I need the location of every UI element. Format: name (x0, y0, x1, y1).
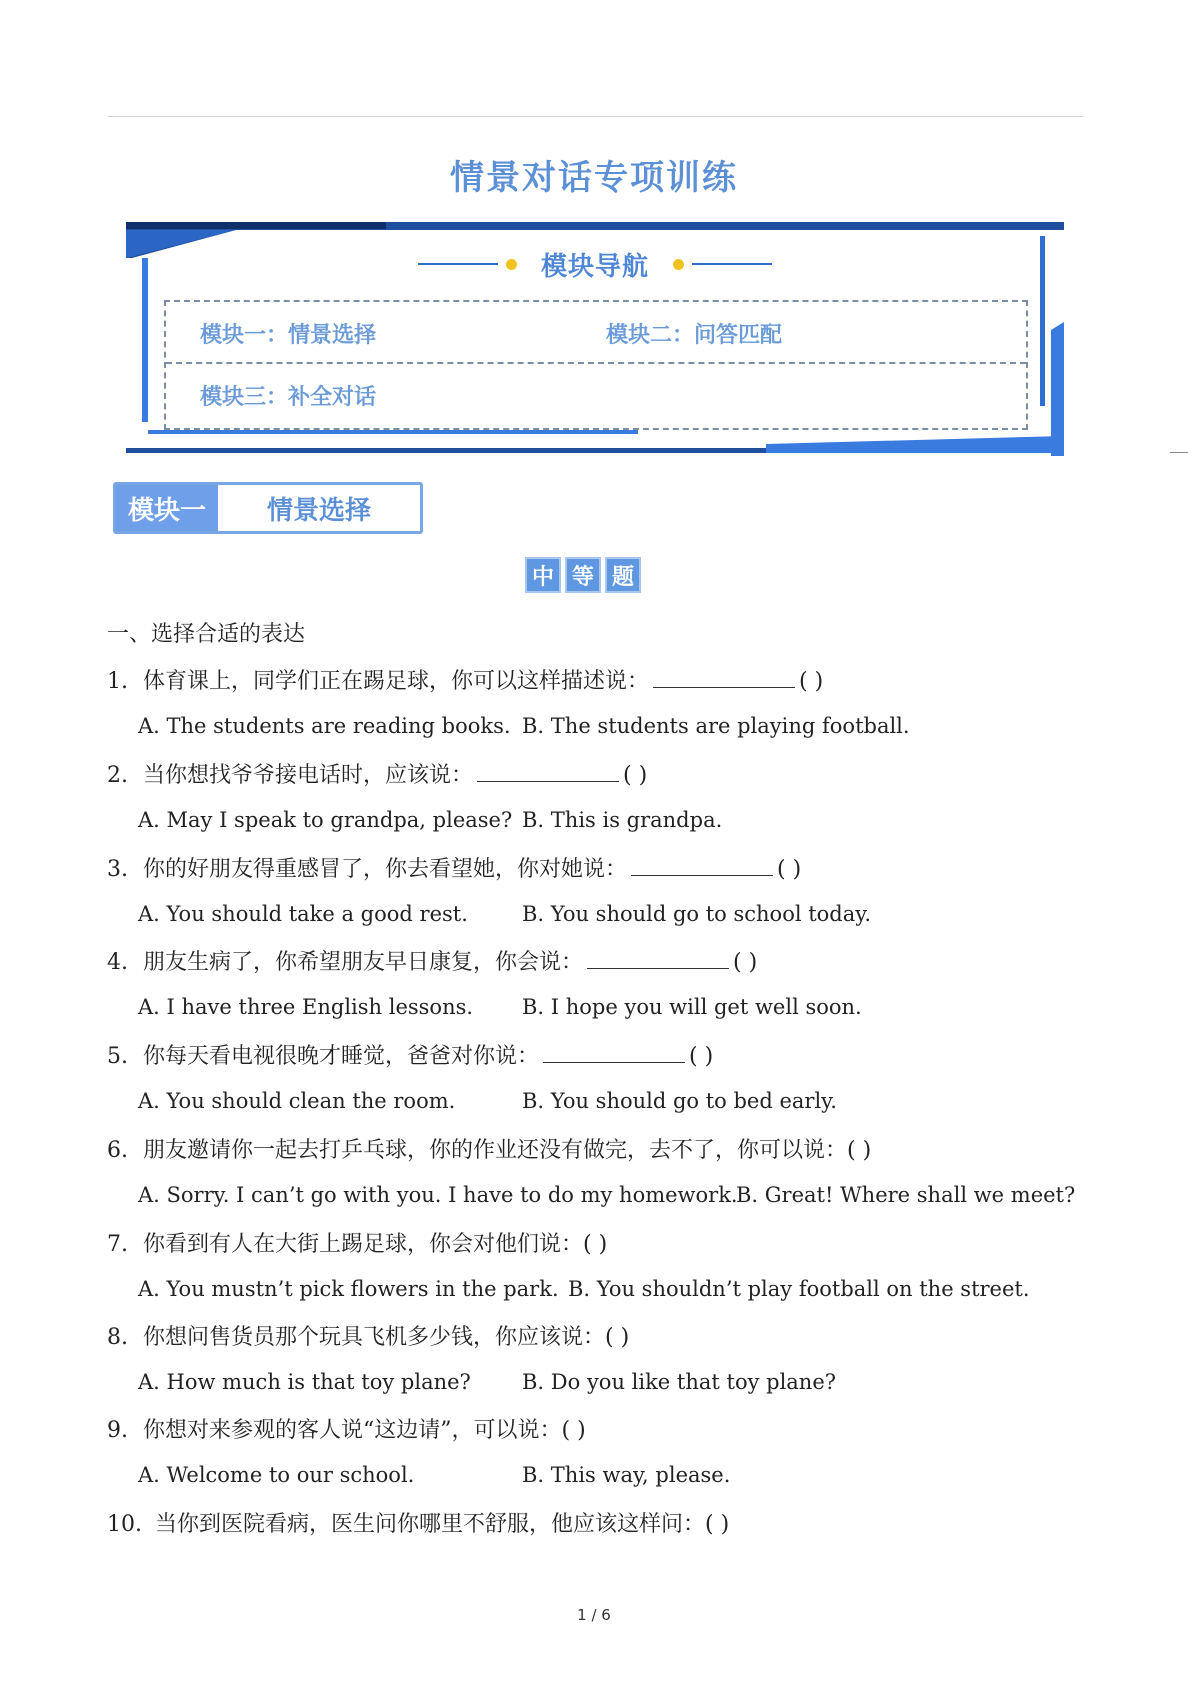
answer-paren[interactable]: ( ) (561, 1418, 586, 1443)
option-b[interactable]: B. You shouldn’t play football on the street. (568, 1277, 1030, 1301)
question-10 (107, 1507, 729, 1538)
answer-blank[interactable] (653, 665, 795, 688)
module-tag-number: 模块一 (116, 485, 218, 531)
option-b[interactable]: B. Great! Where shall we meet? (736, 1183, 1076, 1207)
question-number: 9. (107, 1418, 128, 1443)
answer-paren[interactable]: ( ) (705, 1512, 730, 1537)
question-text: 体育课上，同学们正在踢足球，你可以这样描述说： (143, 669, 650, 694)
option-a[interactable]: A. Sorry. I can’t go with you. I have to do my homework. (138, 1183, 738, 1207)
answer-blank[interactable] (587, 946, 729, 969)
answer-paren[interactable]: ( ) (623, 763, 648, 788)
question-7 (107, 1227, 607, 1258)
question-text: 朋友生病了，你希望朋友早日康复，你会说： (143, 950, 584, 975)
question-text: 你想对来参观的客人说“这边请”，可以说： (143, 1418, 562, 1443)
navigation-heading (126, 244, 1064, 284)
question-5 (107, 1039, 713, 1070)
question-3 (107, 852, 801, 883)
option-a[interactable]: A. The students are reading books. (138, 714, 511, 738)
navigation-box (164, 300, 1028, 430)
option-b[interactable]: B. This way, please. (522, 1463, 731, 1487)
nav-item-module-1[interactable]: 模块一：情景选择 (200, 322, 377, 348)
page-number: 1 / 6 (577, 1606, 611, 1624)
question-text: 朋友邀请你一起去打乒乓球，你的作业还没有做完，去不了，你可以说： (143, 1138, 848, 1163)
question-text: 你的好朋友得重感冒了，你去看望她，你对她说： (143, 857, 628, 882)
question-number: 5. (107, 1044, 128, 1069)
heading-line-right (692, 263, 772, 265)
option-a[interactable]: A. May I speak to grandpa, please? (138, 808, 513, 832)
option-b[interactable]: B. You should go to bed early. (522, 1089, 837, 1113)
nav-item-module-3[interactable]: 模块三：补全对话 (200, 384, 377, 410)
question-number: 3. (107, 857, 128, 882)
heading-line-left (418, 263, 498, 265)
option-b[interactable]: B. The students are playing football. (522, 714, 910, 738)
module-navigation-panel (126, 222, 1064, 456)
question-text: 当你想找爷爷接电话时，应该说： (143, 763, 474, 788)
question-8 (107, 1320, 629, 1351)
answer-blank[interactable] (543, 1040, 685, 1063)
question-number: 2. (107, 763, 128, 788)
question-text: 你看到有人在大街上踢足球，你会对他们说： (143, 1232, 584, 1257)
margin-tick (1170, 452, 1188, 453)
question-text: 你每天看电视很晚才睡觉，爸爸对你说： (143, 1044, 540, 1069)
question-4 (107, 945, 757, 976)
option-b[interactable]: B. This is grandpa. (522, 808, 723, 832)
answer-paren[interactable]: ( ) (799, 669, 824, 694)
question-text: 你想问售货员那个玩具飞机多少钱，你应该说： (143, 1325, 606, 1350)
module-tag-title: 情景选择 (266, 495, 371, 526)
answer-blank[interactable] (631, 853, 773, 876)
option-a[interactable]: A. You mustn’t pick flowers in the park. (138, 1277, 559, 1301)
navigation-divider (166, 362, 1026, 364)
question-9 (107, 1413, 586, 1444)
heading-dot-right (673, 259, 684, 270)
option-b[interactable]: B. I hope you will get well soon. (522, 995, 862, 1019)
question-number: 1. (107, 669, 128, 694)
navigation-title: 模块导航 (540, 251, 649, 282)
answer-paren[interactable]: ( ) (689, 1044, 714, 1069)
difficulty-badge: 题 (605, 557, 641, 593)
option-a[interactable]: A. You should take a good rest. (138, 902, 468, 926)
answer-paren[interactable]: ( ) (605, 1325, 630, 1350)
option-a[interactable]: A. You should clean the room. (138, 1089, 456, 1113)
question-number: 6. (107, 1138, 128, 1163)
answer-blank[interactable] (477, 759, 619, 782)
option-a[interactable]: A. How much is that toy plane? (138, 1370, 471, 1394)
question-6 (107, 1133, 871, 1164)
nav-item-module-2[interactable]: 模块二：问答匹配 (606, 322, 783, 348)
difficulty-badge: 等 (565, 557, 601, 593)
question-number: 4. (107, 950, 128, 975)
heading-dot-left (506, 259, 517, 270)
option-a[interactable]: A. Welcome to our school. (138, 1463, 415, 1487)
answer-paren[interactable]: ( ) (583, 1232, 608, 1257)
document-title: 情景对话专项训练 (450, 158, 738, 198)
answer-paren[interactable]: ( ) (733, 950, 758, 975)
answer-paren[interactable]: ( ) (847, 1138, 872, 1163)
question-text: 当你到医院看病，医生问你哪里不舒服，他应该这样问： (155, 1512, 706, 1537)
option-b[interactable]: B. You should go to school today. (522, 902, 872, 926)
option-a[interactable]: A. I have three English lessons. (138, 995, 474, 1019)
option-b[interactable]: B. Do you like that toy plane? (522, 1370, 837, 1394)
question-number: 10. (107, 1512, 142, 1537)
difficulty-badges (525, 557, 641, 593)
section-heading: 一、选择合适的表达 (107, 622, 306, 647)
difficulty-badge: 中 (525, 557, 561, 593)
answer-paren[interactable]: ( ) (777, 857, 802, 882)
header-rule (108, 116, 1083, 117)
question-number: 8. (107, 1325, 128, 1350)
module-tag (113, 482, 423, 534)
question-2 (107, 758, 647, 789)
question-number: 7. (107, 1232, 128, 1257)
question-1 (107, 664, 823, 695)
